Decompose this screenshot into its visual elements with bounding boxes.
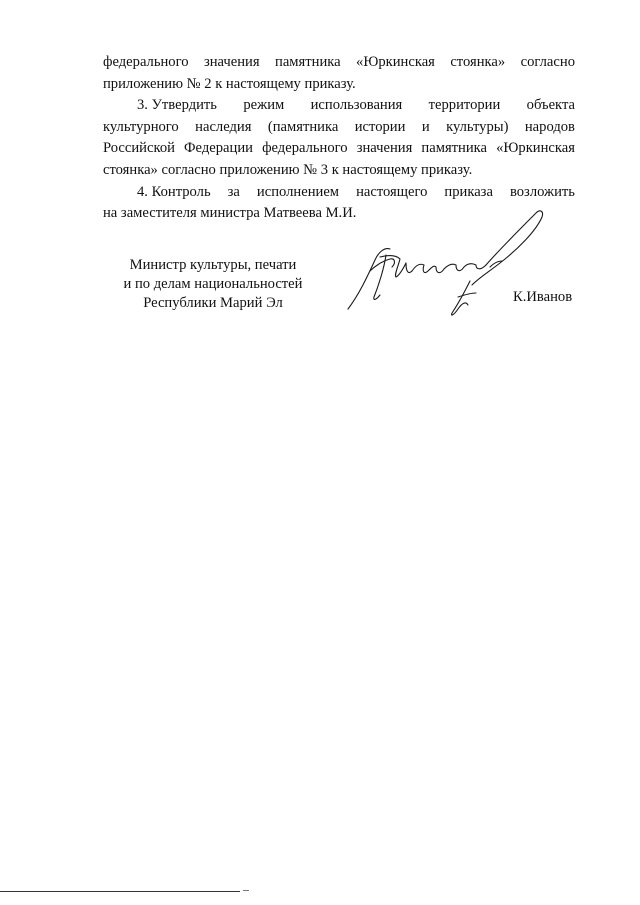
word: возложить (509, 183, 575, 200)
word: согласно (520, 54, 575, 70)
word: за (227, 183, 240, 200)
word: приказа (444, 183, 493, 200)
word: территории (428, 97, 501, 114)
word: объекта (526, 97, 575, 114)
word: значения (356, 140, 413, 157)
word: наследия (195, 118, 252, 135)
word: 4. Контроль (137, 183, 211, 200)
word: исполнением (256, 183, 340, 200)
handwritten-signature (340, 205, 555, 325)
word: культурного (103, 118, 179, 135)
word: истории (354, 118, 406, 135)
paragraph-3-line-1 (103, 95, 575, 117)
word: федерального (262, 140, 348, 157)
paragraph-3-line-2 (103, 117, 575, 139)
footer-dash (243, 890, 249, 891)
signatory-title (103, 256, 323, 313)
word: федерального (103, 54, 189, 70)
order-body-text (103, 52, 575, 225)
paragraph-4-line-1 (103, 182, 575, 204)
word: стоянка» (450, 54, 506, 70)
word: памятника (275, 54, 341, 70)
word: народов (524, 118, 575, 135)
word: (памятника (267, 118, 339, 135)
paragraph-1-line-2: приложению № 2 к настоящему приказу. (103, 75, 356, 92)
word: Российской (103, 140, 175, 157)
word: настоящего (356, 183, 428, 200)
word: «Юркинская (356, 54, 435, 70)
footer-rule (0, 891, 240, 892)
word: 3. Утвердить (137, 97, 217, 114)
word: культуры) (446, 118, 509, 135)
paragraph-3-line-3 (103, 138, 575, 160)
signatory-title-line: Министр культуры, печати (129, 257, 297, 273)
word: режим (243, 97, 285, 114)
signer-name: К.Иванов (513, 289, 573, 305)
signatory-title-line: и по делам национальностей (123, 276, 303, 292)
word: и (421, 118, 430, 135)
word: «Юркинская (496, 140, 575, 157)
paragraph-4-line-2: на заместителя министра Матвеева М.И. (103, 205, 357, 222)
word: значения (203, 54, 260, 70)
word: Федерации (184, 140, 253, 157)
word: памятника (421, 140, 488, 157)
paragraph-3-line-4: стоянка» согласно приложению № 3 к настоящему приказу. (103, 161, 473, 178)
signatory-title-line: Республики Марий Эл (143, 295, 283, 311)
word: использования (310, 97, 403, 114)
paragraph-1-line-1 (103, 52, 575, 74)
